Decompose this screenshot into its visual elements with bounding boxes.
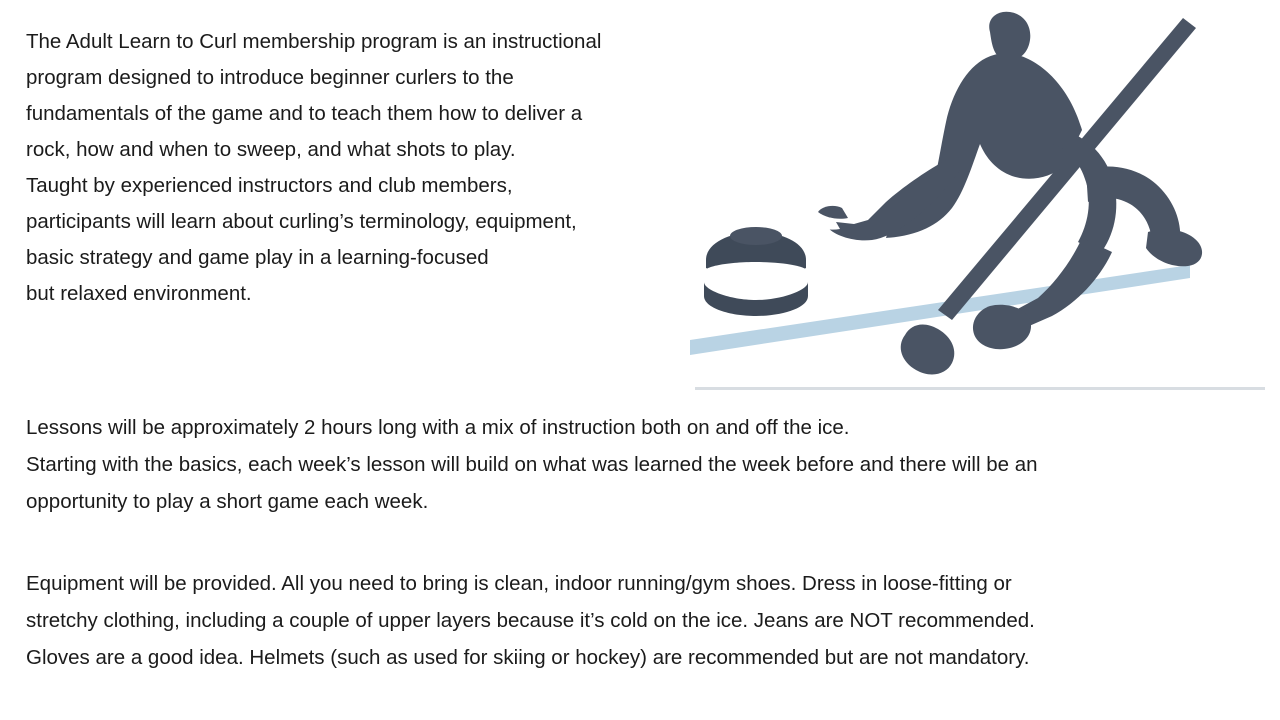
intro-line: The Adult Learn to Curl membership program is an instructional [26, 30, 602, 53]
paragraph-line: Gloves are a good idea. Helmets (such as used for skiing or hockey) are recommended but are not mandatory. [26, 646, 1030, 669]
equipment-paragraph [26, 565, 1256, 676]
paragraph-line: Lessons will be approximately 2 hours long with a mix of instruction both on and off the ice. [26, 416, 850, 439]
intro-line: basic strategy and game play in a learning-focused [26, 246, 489, 269]
intro-line: participants will learn about curling’s terminology, equipment, [26, 210, 577, 233]
lessons-paragraph [26, 409, 1256, 520]
paragraph-line: Starting with the basics, each week’s lesson will build on what was learned the week before and there will be an [26, 453, 1038, 476]
intro-line: Taught by experienced instructors and club members, [26, 174, 513, 197]
paragraph-line: stretchy clothing, including a couple of upper layers because it’s cold on the ice. Jeans are NOT recommended. [26, 609, 1035, 632]
paragraph-line: opportunity to play a short game each week. [26, 490, 429, 513]
intro-line: fundamentals of the game and to teach them how to deliver a [26, 102, 583, 125]
paragraph-line: Equipment will be provided. All you need to bring is clean, indoor running/gym shoes. Dress in loose-fitting or [26, 572, 1012, 595]
curling-stone-shape [704, 227, 808, 316]
intro-line: rock, how and when to sweep, and what shots to play. [26, 138, 516, 161]
curler-delivering-stone-illustration [690, 10, 1270, 395]
intro-paragraph [26, 24, 716, 312]
intro-line: but relaxed environment. [26, 282, 252, 305]
intro-line: program designed to introduce beginner curlers to the [26, 66, 514, 89]
